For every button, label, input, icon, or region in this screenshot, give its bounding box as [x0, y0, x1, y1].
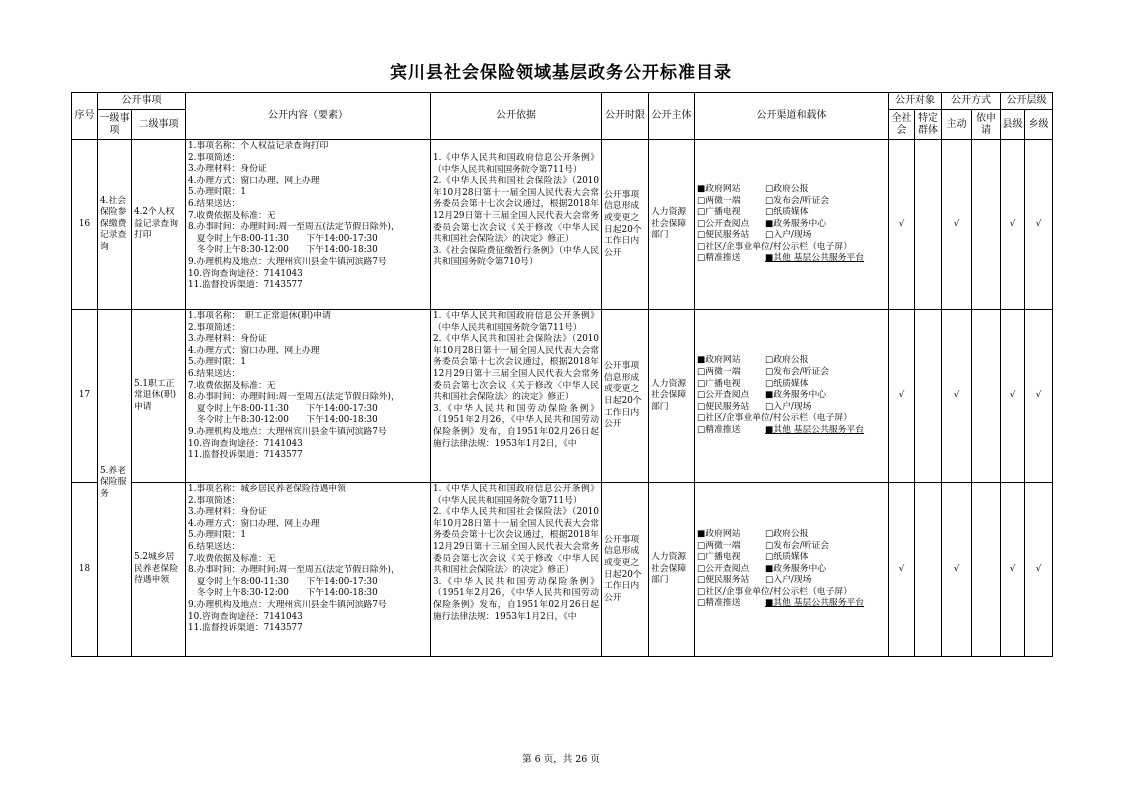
- channel-item: □发布会/听证会: [765, 367, 830, 378]
- header-subject: 公开主体: [649, 93, 695, 140]
- channel-item: □社区/企事业单位/村公示栏（电子屏）: [697, 413, 852, 424]
- channel-item: □两微一端: [697, 195, 741, 206]
- row-method-request: [972, 140, 1001, 310]
- content-line: 夏令时上午8:00-11:30 下午14:00-17:30: [188, 576, 378, 587]
- basis-item: 1.《中华人民共和国政府信息公开条例》（中华人民共和国国务院令第711号）: [433, 311, 599, 333]
- content-line: 4.办理方式：窗口办理、网上办理: [188, 175, 320, 186]
- row-level2: 5.2城乡居民养老保险待遇申领: [132, 483, 186, 657]
- row-basis: [431, 140, 602, 310]
- channel-item: □入户/现场: [765, 575, 812, 586]
- header-time-limit: 公开时限: [602, 93, 649, 140]
- row-target-all: √: [889, 310, 915, 483]
- channel-item: □社区/企事业单位/村公示栏（电子屏）: [697, 241, 852, 252]
- content-line: 冬令时上午8:30-12:00 下午14:00-18:30: [188, 415, 378, 426]
- channel-item: □便民服务站: [697, 230, 750, 241]
- channel-item: ■其他 基层公共服务平台: [765, 598, 865, 609]
- content-line: 冬令时上午8:30-12:00 下午14:00-18:30: [188, 588, 378, 599]
- row-seq: 17: [72, 310, 98, 483]
- content-line: 5.办理时限：1: [188, 187, 246, 198]
- header-target: 公开对象: [889, 93, 942, 110]
- header-method: 公开方式: [942, 93, 1001, 110]
- content-line: 8.办事时间：办理时间:周一至周五(法定节假日除外)，: [188, 392, 400, 403]
- channel-item: ■政府网站: [697, 183, 741, 194]
- channel-item: □政府公报: [765, 355, 809, 366]
- table-row: [72, 483, 1053, 657]
- row-channel: [695, 310, 889, 483]
- channel-item: □纸质媒体: [765, 552, 809, 563]
- channel-item: □社区/企事业单位/村公示栏（电子屏）: [697, 586, 852, 597]
- row-level-county: √: [1001, 310, 1025, 483]
- content-line: 11.监督投诉渠道：7143577: [188, 450, 303, 461]
- row-level-township: √: [1025, 483, 1053, 657]
- row-target-specific: [915, 483, 942, 657]
- row-seq: 18: [72, 483, 98, 657]
- row-method-request: [972, 483, 1001, 657]
- channel-item: ■政府网站: [697, 528, 741, 539]
- header-level1: 一级事项: [98, 110, 132, 140]
- header-level: 公开层级: [1001, 93, 1053, 110]
- row-subject: 人力资源社会保障部门: [649, 310, 695, 483]
- content-line: 1.事项名称： 职工正常退休(职)申请: [188, 311, 331, 321]
- row-content: [186, 140, 431, 310]
- header-target-specific: 特定群体: [915, 110, 942, 140]
- channel-item: □入户/现场: [765, 230, 812, 241]
- channel-item: ■其他 基层公共服务平台: [765, 253, 865, 264]
- header-level-township: 乡级: [1025, 110, 1053, 140]
- row-subject: 人力资源社会保障部门: [649, 483, 695, 657]
- row-method-active: √: [942, 483, 972, 657]
- channel-item: □便民服务站: [697, 401, 750, 412]
- channel-item: ■政府网站: [697, 355, 741, 366]
- content-line: 2.事项简述：: [188, 152, 241, 163]
- basis-item: 1.《中华人民共和国政府信息公开条例》（中华人民共和国国务院令第711号）: [433, 153, 599, 175]
- header-content: 公开内容（要素）: [186, 93, 431, 140]
- content-line: 7.收费依据及标准：无: [188, 553, 276, 564]
- row-target-all: √: [889, 483, 915, 657]
- content-line: 9.办理机构及地点：大理州宾川县金牛镇河滨路7号: [188, 256, 387, 267]
- channel-item: □政府公报: [765, 183, 809, 194]
- content-line: 4.办理方式：窗口办理、网上办理: [188, 345, 320, 356]
- channel-item: □发布会/听证会: [765, 195, 830, 206]
- basis-item: 3.《中华人民共和国劳动保险条例》（1951年2月26，《中华人民共和国劳动保险条例》发布，自1951年02月26日起施行法律法规：1953年1月2日，《中: [433, 403, 599, 449]
- row-level1: 5.养老保险服务: [98, 310, 132, 657]
- channel-item: □广播电视: [697, 207, 741, 218]
- content-line: 1.事项名称：个人权益记录查询打印: [188, 141, 329, 151]
- channel-item: □公开查阅点: [697, 218, 750, 229]
- disclosure-table: [71, 92, 1053, 657]
- content-line: 3.办理材料：身份证: [188, 334, 267, 345]
- row-time-limit: 公开事项信息形成或变更之日起20个工作日内公开: [602, 483, 649, 657]
- row-level1: 4.社会保险参保缴费记录查询: [98, 140, 132, 310]
- row-content: [186, 310, 431, 483]
- content-line: 夏令时上午8:00-11:30 下午14:00-17:30: [188, 233, 378, 244]
- content-line: 7.收费依据及标准：无: [188, 210, 276, 221]
- row-content: [186, 483, 431, 657]
- row-level-county: √: [1001, 140, 1025, 310]
- row-time-limit: 公开事项信息形成或变更之日起20个工作日内公开: [602, 310, 649, 483]
- row-subject: 人力资源社会保障部门: [649, 140, 695, 310]
- basis-item: 2.《中华人民共和国社会保险法》（2010年10月28日第十一届全国人民代表大会常务委员会第十七次会议通过，根据2018年12月29日第十三届全国人民代表大会常务委员会第七次会议《关于修改〈中华人民共和国社会保险法〉的决定》修正）: [433, 334, 599, 403]
- channel-item: □公开查阅点: [697, 563, 750, 574]
- basis-item: 2.《中华人民共和国社会保险法》（2010年10月28日第十一届全国人民代表大会常务委员会第十七次会议通过，根据2018年12月29日第十三届全国人民代表大会常务委员会第七次会议《关于修改〈中华人民共和国社会保险法〉的决定》修正）: [433, 176, 599, 245]
- row-level-county: √: [1001, 483, 1025, 657]
- header-channel: 公开渠道和载体: [695, 93, 889, 140]
- channel-item: □纸质媒体: [765, 378, 809, 389]
- row-channel: [695, 483, 889, 657]
- header-method-active: 主动: [942, 110, 972, 140]
- content-line: 3.办理材料：身份证: [188, 164, 267, 175]
- basis-item: 2.《中华人民共和国社会保险法》（2010年10月28日第十一届全国人民代表大会常务委员会第十七次会议通过，根据2018年12月29日第十三届全国人民代表大会常务委员会第七次会议《关于修改〈中华人民共和国社会保险法〉的决定》修正）: [433, 507, 599, 576]
- channel-item: □精准推送: [697, 253, 741, 264]
- content-line: 3.办理材料：身份证: [188, 507, 267, 518]
- channel-item: □精准推送: [697, 424, 741, 435]
- row-seq: 16: [72, 140, 98, 310]
- channel-item: □发布会/听证会: [765, 540, 830, 551]
- page-footer: 第 6 页，共 26 页: [522, 754, 600, 765]
- header-level-county: 县级: [1001, 110, 1025, 140]
- content-line: 7.收费依据及标准：无: [188, 380, 276, 391]
- row-method-request: [972, 310, 1001, 483]
- page-title: 宾川县社会保险领域基层政务公开标准目录: [390, 63, 732, 83]
- content-line: 8.办事时间：办理时间:周一至周五(法定节假日除外)，: [188, 222, 400, 233]
- table-row: [72, 310, 1053, 483]
- row-basis: [431, 310, 602, 483]
- content-line: 10.咨询查询途径：7141043: [188, 438, 303, 449]
- content-line: 4.办理方式：窗口办理、网上办理: [188, 518, 320, 529]
- channel-item: □政府公报: [765, 528, 809, 539]
- header-basis: 公开依据: [431, 93, 602, 140]
- content-line: 10.咨询查询途径：7141043: [188, 268, 303, 279]
- row-method-active: √: [942, 310, 972, 483]
- row-target-specific: [915, 140, 942, 310]
- content-line: 10.咨询查询途径：7141043: [188, 611, 303, 622]
- header-method-request: 依申请: [972, 110, 1001, 140]
- header-level2: 二级事项: [132, 110, 186, 140]
- channel-item: □入户/现场: [765, 401, 812, 412]
- channel-item: □两微一端: [697, 540, 741, 551]
- header-seq: 序号: [72, 93, 98, 140]
- channel-item: □两微一端: [697, 367, 741, 378]
- content-line: 9.办理机构及地点：大理州宾川县金牛镇河滨路7号: [188, 426, 387, 437]
- content-line: 2.事项简述：: [188, 495, 241, 506]
- row-basis: [431, 483, 602, 657]
- row-level-township: √: [1025, 140, 1053, 310]
- content-line: 6.结果送达：: [188, 368, 241, 379]
- content-line: 夏令时上午8:00-11:30 下午14:00-17:30: [188, 403, 378, 414]
- basis-item: 3.《社会保险费征缴暂行条例》（中华人民共和国国务院令第710号）: [433, 245, 599, 268]
- row-target-all: √: [889, 140, 915, 310]
- channel-item: □广播电视: [697, 552, 741, 563]
- content-line: 9.办理机构及地点：大理州宾川县金牛镇河滨路7号: [188, 599, 387, 610]
- content-line: 5.办理时限：1: [188, 357, 246, 368]
- content-line: 2.事项简述：: [188, 322, 241, 333]
- channel-item: ■政务服务中心: [765, 563, 827, 574]
- row-target-specific: [915, 310, 942, 483]
- channel-item: ■政务服务中心: [765, 218, 827, 229]
- content-line: 6.结果送达：: [188, 541, 241, 552]
- content-line: 11.监督投诉渠道：7143577: [188, 280, 303, 291]
- content-line: 冬令时上午8:30-12:00 下午14:00-18:30: [188, 245, 378, 256]
- channel-item: □便民服务站: [697, 575, 750, 586]
- channel-item: □广播电视: [697, 378, 741, 389]
- row-method-active: √: [942, 140, 972, 310]
- content-line: 6.结果送达：: [188, 198, 241, 209]
- channel-item: □纸质媒体: [765, 207, 809, 218]
- table-row: [72, 140, 1053, 310]
- basis-item: 3.《中华人民共和国劳动保险条例》（1951年2月26，《中华人民共和国劳动保险条例》发布，自1951年02月26日起施行法律法规：1953年1月2日，《中: [433, 576, 599, 622]
- channel-item: ■其他 基层公共服务平台: [765, 424, 865, 435]
- content-line: 1.事项名称：城乡居民养老保险待遇申领: [188, 484, 346, 494]
- channel-item: ■政务服务中心: [765, 390, 827, 401]
- row-level2: 4.2个人权益记录查询打印: [132, 140, 186, 310]
- row-level-township: √: [1025, 310, 1053, 483]
- row-time-limit: 公开事项信息形成或变更之日起20个工作日内公开: [602, 140, 649, 310]
- header-target-all: 全社会: [889, 110, 915, 140]
- row-channel: [695, 140, 889, 310]
- header-item: 公开事项: [98, 93, 186, 110]
- channel-item: □精准推送: [697, 598, 741, 609]
- basis-item: 1.《中华人民共和国政府信息公开条例》（中华人民共和国国务院令第711号）: [433, 484, 599, 506]
- channel-item: □公开查阅点: [697, 390, 750, 401]
- row-level2: 5.1职工正常退休(职)申请: [132, 310, 186, 483]
- content-line: 11.监督投诉渠道：7143577: [188, 623, 303, 634]
- content-line: 8.办事时间：办理时间:周一至周五(法定节假日除外)，: [188, 565, 400, 576]
- content-line: 5.办理时限：1: [188, 530, 246, 541]
